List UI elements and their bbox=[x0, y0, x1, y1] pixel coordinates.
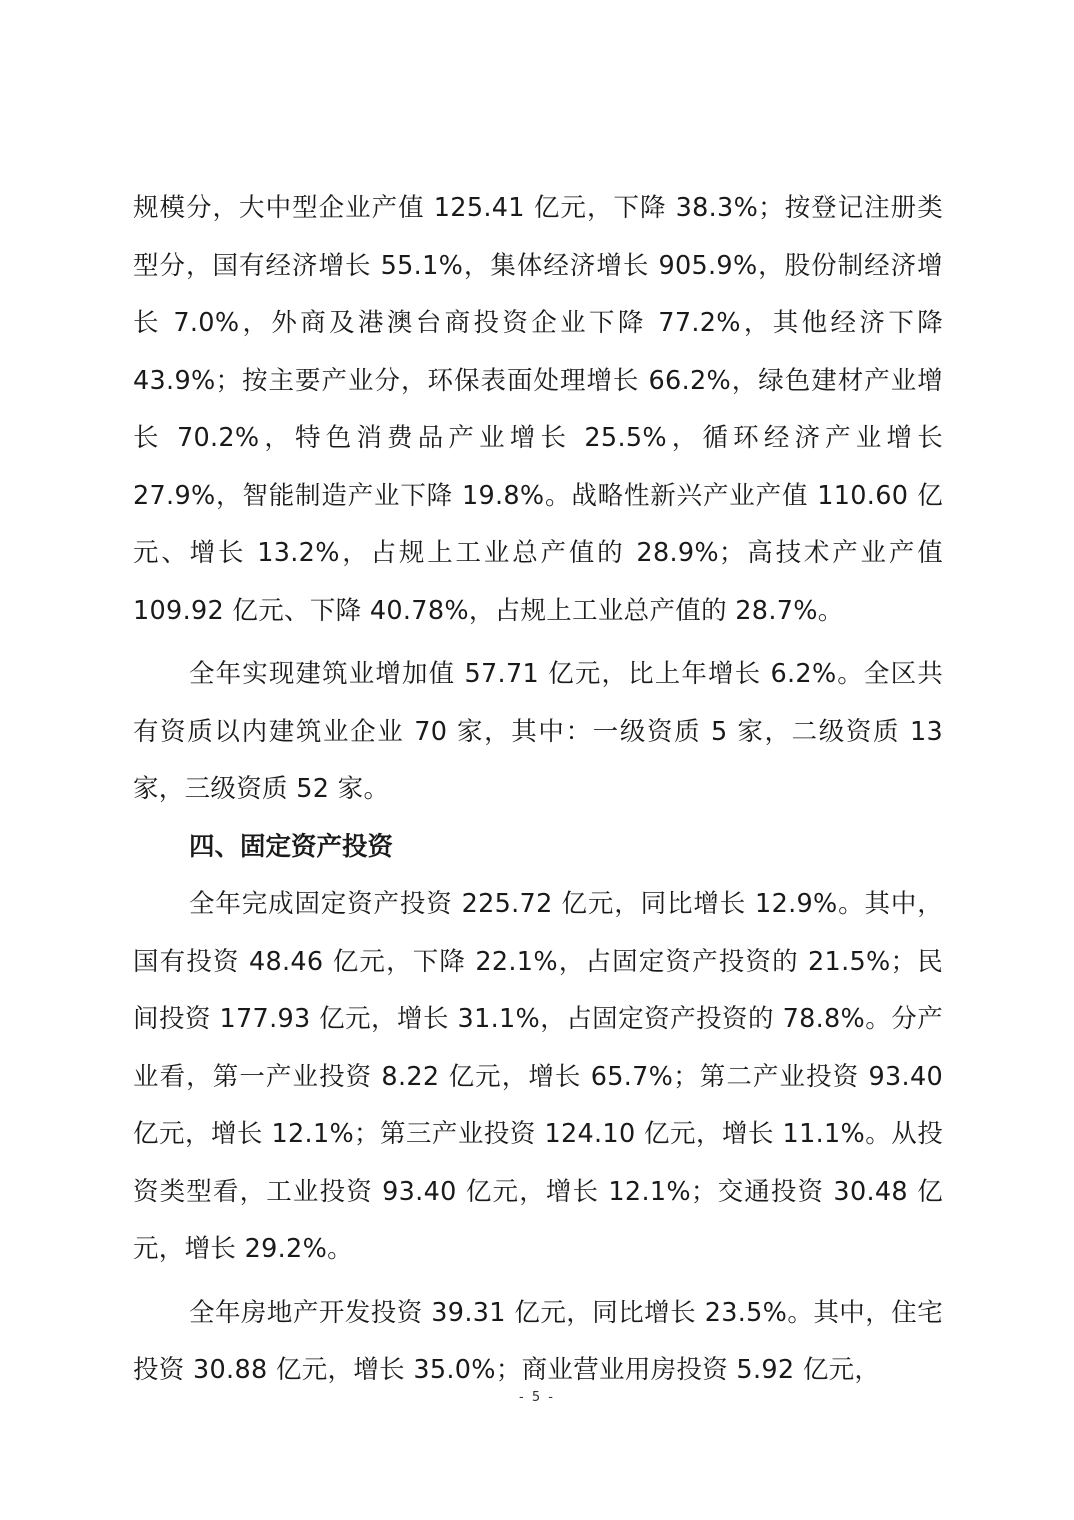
paragraph-real-estate: 全年房地产开发投资 39.31 亿元，同比增长 23.5%。其中，住宅投资 30.88 亿元，增长 35.0%；商业营业用房投资 5.92 亿元， bbox=[133, 1297, 943, 1385]
page-number: - 5 - bbox=[519, 1390, 555, 1405]
document-body bbox=[133, 180, 943, 1400]
paragraph-fixed-asset-investment: 全年完成固定资产投资 225.72 亿元，同比增长 12.9%。其中，国有投资 48.46 亿元，下降 22.1%，占固定资产投资的 21.5%；民间投资 177.93 亿元，增长 31.1%，占固定资产投资的 78.8%。分产业看，第一产业投资 8.22 亿元，增长 65.7%；第二产业投资 93.40 亿元，增长 12.1%；第三产业投资 124.10 亿元，增长 11.1%。从投资类型看，工业投资 93.40 亿元，增长 12.1%；交通投资 30.48 亿元，增长 29.2%。 bbox=[133, 889, 943, 1264]
section-heading-fixed-asset-investment: 四、固定资产投资 bbox=[189, 831, 394, 862]
paragraph-construction: 全年实现建筑业增加值 57.71 亿元，比上年增长 6.2%。全区共有资质以内建筑业企业 70 家，其中：一级资质 5 家，二级资质 13 家，三级资质 52 家。 bbox=[133, 659, 943, 804]
paragraph-industry-breakdown: 规模分，大中型企业产值 125.41 亿元，下降 38.3%；按登记注册类型分，国有经济增长 55.1%，集体经济增长 905.9%，股份制经济增长 7.0%，外商及港澳台商投资企业下降 77.2%，其他经济下降 43.9%；按主要产业分，环保表面处理增长 66.2%，绿色建材产业增长 70.2%，特色消费品产业增长 25.5%，循环经济产业增长 27.9%，智能制造产业下降 19.8%。战略性新兴产业产值 110.60 亿元、增长 13.2%，占规上工业总产值的 28.9%；高技术产业产值 109.92 亿元、下降 40.78%，占规上工业总产值的 28.7%。 bbox=[133, 193, 943, 626]
